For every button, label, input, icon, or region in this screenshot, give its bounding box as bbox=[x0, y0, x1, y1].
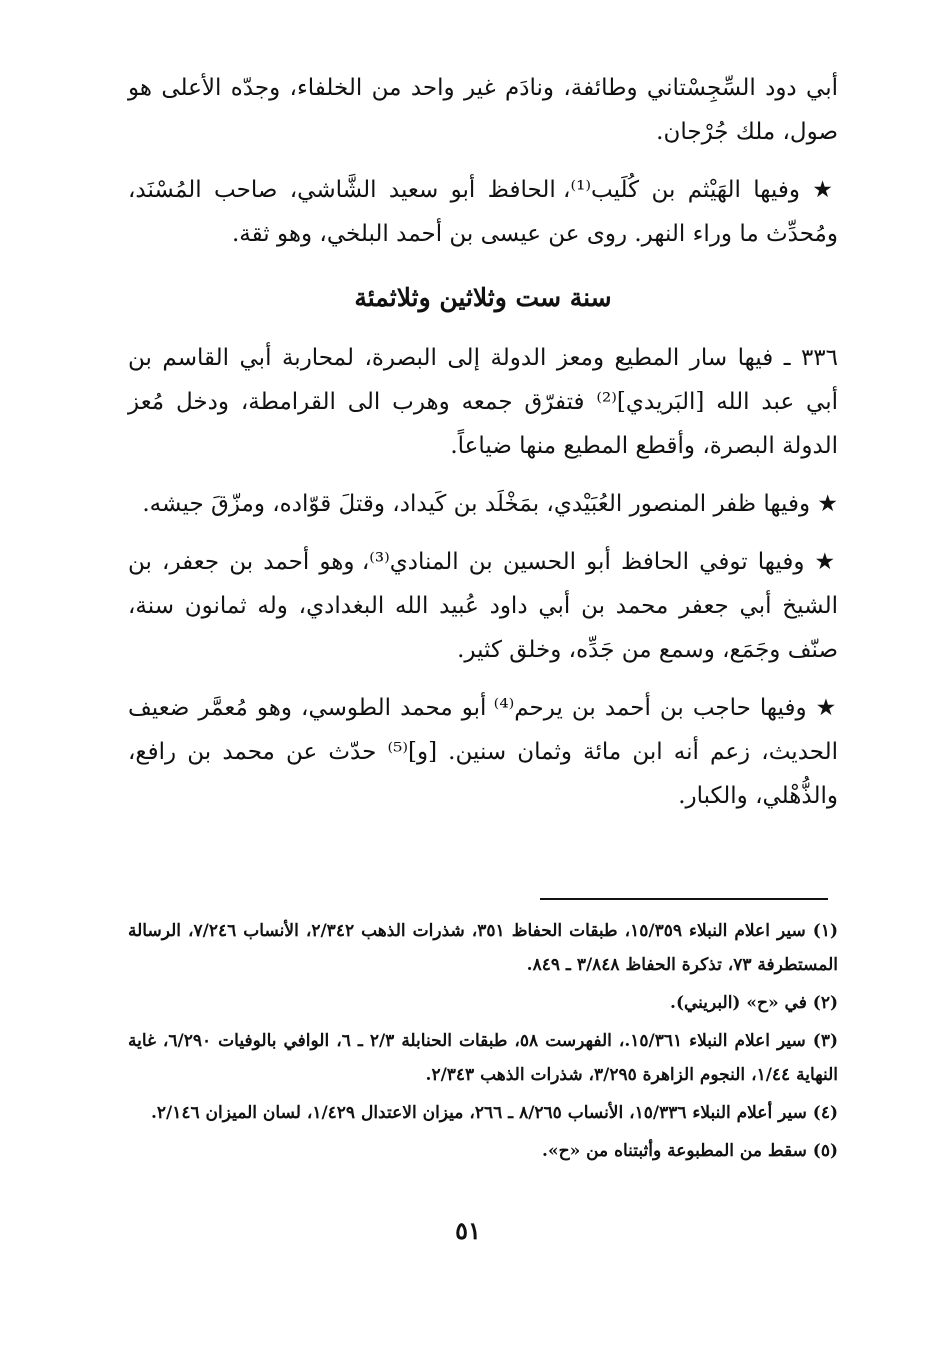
footnote-divider bbox=[540, 898, 828, 900]
footnotes bbox=[128, 914, 838, 1172]
footnote-1: (١) سير اعلام النبلاء ١٥/٣٥٩، طبقات الحفاظ ٣٥١، شذرات الذهب ٢/٣٤٢، الأنساب ٧/٢٤٦، الرسالة المستطرفة ٧٣، تذكرة الحفاظ ٣/٨٤٨ ـ ٨٤٩. bbox=[128, 921, 838, 975]
body-text bbox=[128, 336, 838, 832]
intro-paragraph-2: ★ وفيها الهَيْثم بن كُلَيب⁽¹⁾، الحافظ أبو سعيد الشَّاشي، صاحب المُسْنَد، ومُحدِّث ما وراء النهر. روى عن عيسى بن أحمد البلخي، وهو ثقة. bbox=[128, 177, 838, 247]
page-number: ٥١ bbox=[455, 1216, 481, 1245]
body-paragraph-2: ★ وفيها ظفر المنصور العُبَيْدي، بمَخْلَد بن كَيداد، وقتلَ قوّاده، ومزّقَ جيشه. bbox=[142, 491, 838, 517]
intro-paragraph-1: أبي دود السِّجِسْتاني وطائفة، ونادَم غير واحد من الخلفاء، وجدّه الأعلى هو صول، ملك جُرْجان. bbox=[128, 75, 838, 145]
body-paragraph-1: ٣٣٦ ـ فيها سار المطيع ومعز الدولة إلى البصرة، لمحاربة أبي القاسم بن أبي عبد الله [البَريدي]⁽²⁾ فتفرّق جمعه وهرب الى القرامطة، ودخل مُعز الدولة البصرة، وأقطع المطيع منها ضياعاً. bbox=[128, 345, 838, 459]
section-heading: سنة ست وثلاثين وثلاثمئة bbox=[354, 283, 612, 312]
body-paragraph-4: ★ وفيها حاجب بن أحمد بن يرحم⁽⁴⁾ أبو محمد الطوسي، وهو مُعمَّر ضعيف الحديث، زعم أنه ابن مائة وثمان سنين. [و]⁽⁵⁾ حدّث عن محمد بن رافع، والذُّهْلي، والكبار. bbox=[128, 695, 839, 809]
body-paragraph-3: ★ وفيها توفي الحافظ أبو الحسين بن المنادي⁽³⁾، وهو أحمد بن جعفر، بن الشيخ أبي جعفر محمد بن أبي داود عُبيد الله البغدادي، وله ثمانون سنة، صنّف وجَمَع، وسمع من جَدِّه، وخلق كثير. bbox=[128, 549, 838, 663]
footnote-4: (٤) سير أعلام النبلاء ١٥/٣٣٦، الأنساب ٨/٢٦٥ ـ ٢٦٦، ميزان الاعتدال ١/٤٢٩، لسان الميزان ٢/١٤٦. bbox=[150, 1103, 838, 1123]
footnote-2: (٢) في «ح» (البريني). bbox=[670, 993, 838, 1013]
intro-text bbox=[128, 66, 838, 270]
footnote-3: (٣) سير اعلام النبلاء ١٥/٣٦١.، الفهرست ٥٨، طبقات الحنابلة ٢/٣ ـ ٦، الوافي بالوفيات ٦/٢٩٠، غاية النهاية ١/٤٤، النجوم الزاهرة ٣/٢٩٥، شذرات الذهب ٢/٣٤٣. bbox=[128, 1031, 838, 1085]
footnote-5: (٥) سقط من المطبوعة وأثبتناه من «ح». bbox=[542, 1141, 838, 1161]
